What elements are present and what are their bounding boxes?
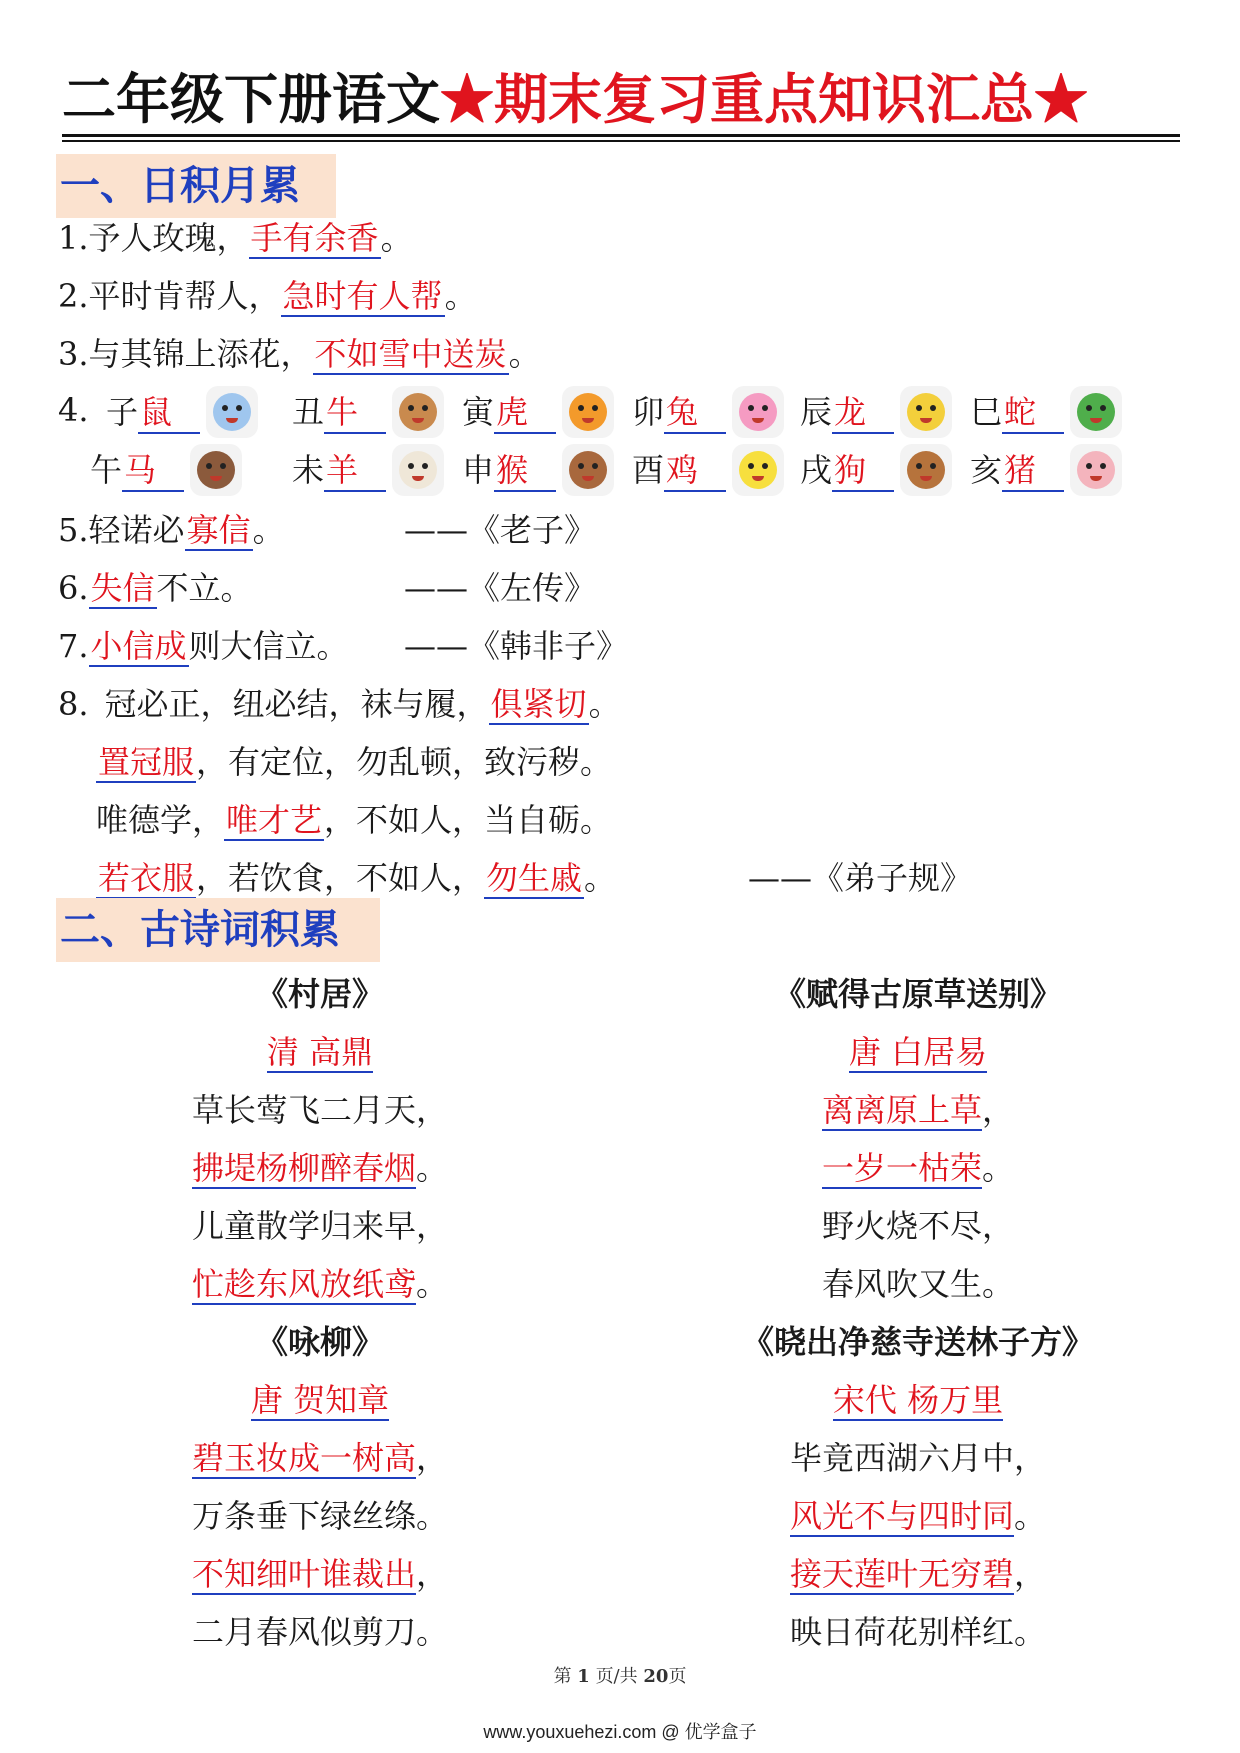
zodiac-branch: 戌	[800, 451, 833, 489]
monkey-icon	[562, 444, 614, 496]
title-highlight: ★期末复习重点知识汇总★	[440, 67, 1088, 131]
poem-line: 风光不与四时同。	[789, 1497, 1047, 1535]
poem-line: 不知细叶谁裁出，	[191, 1555, 449, 1593]
poem-line: 毕竟西湖六月中，	[789, 1439, 1046, 1477]
item-8-line-3	[96, 796, 612, 844]
item-number: 3.	[58, 335, 89, 373]
rabbit-icon	[732, 386, 784, 438]
item-text: 轻诺必	[88, 511, 185, 549]
poem-line: 春风吹又生。	[821, 1265, 1014, 1303]
title-rule-thin	[62, 140, 1180, 142]
poem-line: 接天莲叶无穷碧，	[789, 1555, 1047, 1593]
zodiac-item	[970, 444, 1064, 496]
poem-author: 宋代 杨万里	[832, 1381, 1004, 1419]
zodiac-branch: 卯	[632, 393, 665, 431]
poem-line: 离离原上草，	[821, 1091, 1015, 1129]
rooster-icon	[732, 444, 784, 496]
zodiac-animal-answer: 虎	[494, 392, 556, 434]
poem-title: 《赋得古原草送别》	[773, 975, 1062, 1013]
goat-icon	[392, 444, 444, 496]
zodiac-item	[632, 444, 726, 496]
item-text: 予人玫瑰，	[88, 219, 249, 257]
item-text: 则大信立。	[188, 627, 349, 665]
zodiac-item	[462, 444, 556, 496]
item-8-line-4	[96, 854, 616, 902]
item-3	[58, 330, 541, 378]
item-text: 不立。	[156, 569, 253, 607]
horse-icon	[190, 444, 242, 496]
title-rule	[62, 134, 1180, 137]
tiger-icon	[562, 386, 614, 438]
item-4-number: 4.	[58, 391, 89, 429]
item-1	[58, 214, 413, 262]
poem-line: 儿童散学归来早，	[191, 1207, 448, 1245]
item-answer: 俱紧切	[490, 685, 587, 723]
poem-line: 映日荷花别样红。	[789, 1613, 1046, 1651]
poem-line: 一岁一枯荣。	[821, 1149, 1015, 1187]
item-answer: 失信	[90, 569, 155, 607]
item-8-line-2	[96, 738, 612, 786]
zodiac-item	[800, 444, 894, 496]
item-number: 5.	[58, 511, 89, 549]
zodiac-item	[970, 386, 1064, 438]
item-text: 。	[588, 685, 621, 723]
poem-author: 唐 白居易	[848, 1033, 988, 1071]
item-text: ，有定位，勿乱顿，致污秽。	[196, 743, 613, 781]
item-6	[58, 564, 253, 612]
poem-line: 万条垂下绿丝绦。	[191, 1497, 448, 1535]
item-number: 2.	[58, 277, 89, 315]
zodiac-branch: 亥	[970, 451, 1003, 489]
item-8-source: ——《弟子规》	[748, 859, 973, 897]
zodiac-branch: 午	[90, 451, 123, 489]
item-text: 。	[508, 335, 541, 373]
zodiac-animal-answer: 猴	[494, 450, 556, 492]
zodiac-animal-answer: 马	[122, 450, 184, 492]
poem-title: 《村居》	[255, 975, 384, 1013]
zodiac-branch: 申	[462, 451, 495, 489]
snake-icon	[1070, 386, 1122, 438]
page-number: 第 1 页/共 20页	[553, 1666, 687, 1687]
item-8-line-1	[58, 680, 621, 728]
zodiac-item	[632, 386, 726, 438]
poem-line: 野火烧不尽，	[821, 1207, 1014, 1245]
zodiac-branch: 丑	[292, 393, 325, 431]
zodiac-item	[292, 386, 386, 438]
item-text: 。	[584, 859, 617, 897]
zodiac-item	[292, 444, 386, 496]
zodiac-animal-answer: 兔	[664, 392, 726, 434]
item-answer: 不如雪中送炭	[314, 335, 507, 373]
item-2	[58, 272, 477, 320]
zodiac-item	[106, 386, 200, 438]
item-6-source: ——《左传》	[404, 569, 597, 607]
zodiac-branch: 寅	[462, 393, 495, 431]
poem-line: 草长莺飞二月天，	[191, 1091, 448, 1129]
item-5-source: ——《老子》	[404, 511, 597, 549]
poem-author: 清 高鼎	[266, 1033, 374, 1071]
zodiac-animal-answer: 鼠	[138, 392, 200, 434]
zodiac-item	[90, 444, 184, 496]
item-number: 8.	[58, 685, 89, 723]
item-answer: 若衣服	[98, 859, 195, 897]
item-text: ，若饮食，不如人，	[196, 859, 485, 897]
item-number: 6.	[58, 569, 89, 607]
zodiac-animal-answer: 龙	[832, 392, 894, 434]
item-answer: 寡信	[186, 511, 251, 549]
zodiac-item	[800, 386, 894, 438]
item-number: 7.	[58, 627, 89, 665]
section-heading-daily: 一、日积月累	[56, 154, 336, 218]
item-answer: 唯才艺	[226, 801, 323, 839]
item-text: 。	[380, 219, 413, 257]
zodiac-branch: 子	[106, 393, 139, 431]
website-footer: www.youxuehezi.com @ 优学盒子	[483, 1722, 757, 1742]
dog-icon	[900, 444, 952, 496]
title-main: 二年级下册语文	[62, 67, 440, 131]
item-5	[58, 506, 285, 554]
poem-line: 忙趁东风放纸鸢。	[191, 1265, 449, 1303]
zodiac-item	[462, 386, 556, 438]
item-answer: 手有余香	[250, 219, 379, 257]
item-text: ，不如人，当自砺。	[324, 801, 613, 839]
poem-author: 唐 贺知章	[250, 1381, 390, 1419]
item-text: 平时肯帮人，	[88, 277, 281, 315]
pig-icon	[1070, 444, 1122, 496]
poem-line: 碧玉妆成一树高，	[191, 1439, 449, 1477]
page-title	[62, 64, 1182, 134]
ox-icon	[392, 386, 444, 438]
item-number: 1.	[58, 219, 89, 257]
poem-line: 二月春风似剪刀。	[191, 1613, 448, 1651]
poem-line: 拂堤杨柳醉春烟。	[191, 1149, 449, 1187]
item-text: 唯德学，	[96, 801, 225, 839]
item-7	[58, 622, 349, 670]
item-text: 冠必正，纽必结，袜与履，	[104, 685, 489, 723]
zodiac-branch: 未	[292, 451, 325, 489]
zodiac-animal-answer: 牛	[324, 392, 386, 434]
zodiac-animal-answer: 羊	[324, 450, 386, 492]
zodiac-branch: 酉	[632, 451, 665, 489]
item-text: 与其锦上添花，	[88, 335, 313, 373]
rat-icon	[206, 386, 258, 438]
section-heading-poems: 二、古诗词积累	[56, 898, 380, 962]
dragon-icon	[900, 386, 952, 438]
zodiac-animal-answer: 蛇	[1002, 392, 1064, 434]
item-answer: 勿生戚	[486, 859, 583, 897]
zodiac-animal-answer: 鸡	[664, 450, 726, 492]
zodiac-animal-answer: 猪	[1002, 450, 1064, 492]
zodiac-animal-answer: 狗	[832, 450, 894, 492]
poem-title: 《咏柳》	[255, 1323, 384, 1361]
item-7-source: ——《韩非子》	[404, 627, 629, 665]
item-answer: 小信成	[90, 627, 187, 665]
poem-title: 《晓出净慈寺送林子方》	[741, 1323, 1094, 1361]
item-answer: 急时有人帮	[282, 277, 443, 315]
item-text: 。	[444, 277, 477, 315]
zodiac-branch: 辰	[800, 393, 833, 431]
item-answer: 置冠服	[98, 743, 195, 781]
zodiac-branch: 巳	[970, 393, 1003, 431]
item-text: 。	[252, 511, 285, 549]
